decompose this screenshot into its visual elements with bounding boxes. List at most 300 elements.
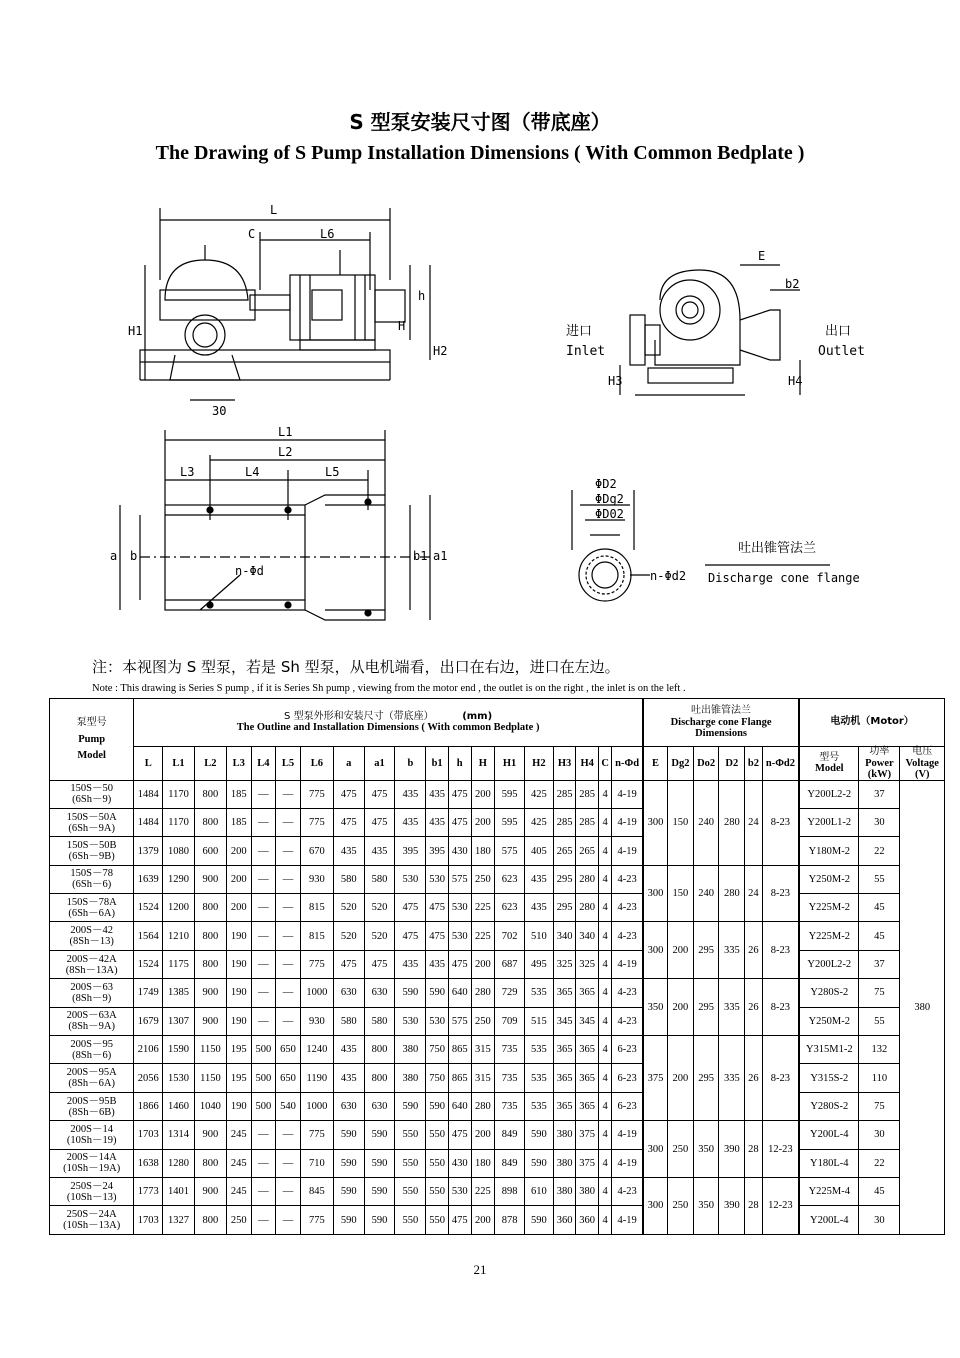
- dim-cell: 180: [471, 1149, 495, 1177]
- dim-cell: —: [276, 894, 301, 922]
- flange-cell: 280: [719, 865, 745, 922]
- dim-cell: 580: [364, 865, 395, 893]
- dim-cell: 1200: [163, 894, 195, 922]
- dim-cell: 225: [471, 1178, 495, 1206]
- dim-cell: 295: [553, 894, 576, 922]
- flange-cell: 300: [643, 865, 668, 922]
- dim-cell: 775: [300, 1206, 333, 1234]
- dim-cell: 365: [553, 979, 576, 1007]
- dim-cell: 200: [471, 808, 495, 836]
- dim-cell: 4: [598, 808, 611, 836]
- dim-cell: 315: [471, 1036, 495, 1064]
- dim-cell: 225: [471, 894, 495, 922]
- dim-cell: 1175: [163, 950, 195, 978]
- dim-cell: 530: [448, 922, 471, 950]
- dim-cell: 4: [598, 865, 611, 893]
- dim-cell: 245: [226, 1149, 251, 1177]
- label-E: E: [758, 249, 766, 263]
- dim-cell: 4-23: [612, 979, 643, 1007]
- dim-cell: 265: [576, 837, 599, 865]
- dim-cell: 550: [395, 1206, 426, 1234]
- dim-cell: 285: [553, 780, 576, 808]
- dim-cell: 702: [495, 922, 525, 950]
- table-row: [50, 894, 945, 922]
- table-row: [50, 808, 945, 836]
- dim-cell: 250: [226, 1206, 251, 1234]
- label-30: 30: [212, 404, 227, 418]
- dim-cell: 245: [226, 1121, 251, 1149]
- dim-cell: 1000: [300, 1092, 333, 1120]
- table-row: [50, 950, 945, 978]
- dim-cell: 4: [598, 1036, 611, 1064]
- table-row: [50, 1149, 945, 1177]
- power-cell: 55: [859, 865, 900, 893]
- dim-cell: 515: [524, 1007, 553, 1035]
- flange-cell: 300: [643, 780, 668, 865]
- dim-cell: 245: [226, 1178, 251, 1206]
- dim-cell: 849: [495, 1149, 525, 1177]
- dim-cell: 590: [426, 979, 449, 1007]
- dim-cell: 865: [448, 1036, 471, 1064]
- dim-cell: 475: [448, 1121, 471, 1149]
- col-header-a1: a1: [364, 747, 395, 781]
- dim-cell: 4-23: [612, 1178, 643, 1206]
- dim-cell: 315: [471, 1064, 495, 1092]
- flange-cell: 200: [668, 979, 694, 1036]
- dim-cell: 1484: [134, 780, 163, 808]
- pump-model-cell: 200S－14 (10Sh－19): [50, 1121, 134, 1149]
- pump-model-cell: 200S－63 (8Sh－9): [50, 979, 134, 1007]
- col-header-nd: n-Φd: [612, 747, 643, 781]
- dim-cell: —: [276, 979, 301, 1007]
- dim-cell: 1524: [134, 950, 163, 978]
- motor-model-cell: Y280S-2: [799, 979, 859, 1007]
- table-row: [50, 1007, 945, 1035]
- flange-cell: 335: [719, 979, 745, 1036]
- dim-cell: 395: [395, 837, 426, 865]
- spec-table: [49, 698, 945, 1235]
- dim-cell: 1170: [163, 780, 195, 808]
- dim-cell: 200: [471, 1206, 495, 1234]
- dim-cell: 800: [194, 1206, 226, 1234]
- flange-cell: 390: [719, 1178, 745, 1235]
- dim-cell: 500: [251, 1036, 276, 1064]
- label-nphid: n-Φd: [235, 564, 264, 578]
- dim-cell: 1280: [163, 1149, 195, 1177]
- dim-cell: 520: [364, 894, 395, 922]
- dim-cell: —: [251, 865, 276, 893]
- dim-cell: 687: [495, 950, 525, 978]
- dim-cell: 435: [524, 894, 553, 922]
- dim-cell: 590: [364, 1149, 395, 1177]
- dim-cell: 475: [426, 922, 449, 950]
- dim-cell: 750: [426, 1064, 449, 1092]
- dim-cell: 735: [495, 1036, 525, 1064]
- flange-cell: 8-23: [762, 865, 799, 922]
- dim-cell: 590: [524, 1206, 553, 1234]
- pump-model-cell: 200S－42 (8Sh－13): [50, 922, 134, 950]
- dim-cell: —: [276, 1178, 301, 1206]
- motor-model-cell: Y200L-4: [799, 1206, 859, 1234]
- dim-cell: 425: [524, 780, 553, 808]
- label-a1: a1: [433, 549, 448, 563]
- power-cell: 75: [859, 1092, 900, 1120]
- dim-cell: 495: [524, 950, 553, 978]
- dim-cell: 185: [226, 808, 251, 836]
- dim-cell: —: [251, 1178, 276, 1206]
- dim-cell: 4-19: [612, 1149, 643, 1177]
- dim-cell: —: [276, 1206, 301, 1234]
- label-nphid2: n-Φd2: [650, 569, 687, 583]
- dim-cell: 1590: [163, 1036, 195, 1064]
- dim-cell: 800: [364, 1064, 395, 1092]
- flange-cell: 300: [643, 922, 668, 979]
- dim-cell: 550: [395, 1178, 426, 1206]
- power-cell: 37: [859, 950, 900, 978]
- dim-cell: 365: [553, 1064, 576, 1092]
- dim-cell: 630: [333, 979, 364, 1007]
- flange-cell: 240: [693, 780, 719, 865]
- flange-col-header-do2: Do2: [693, 747, 719, 781]
- pump-model-cell: 150S－50B (6Sh－9B): [50, 837, 134, 865]
- dim-cell: 200: [471, 1121, 495, 1149]
- dim-cell: 800: [194, 950, 226, 978]
- dim-cell: —: [251, 780, 276, 808]
- power-cell: 45: [859, 922, 900, 950]
- label-inlet-cn: 进口: [566, 324, 593, 339]
- label-L: L: [270, 203, 278, 217]
- flange-col-header-e: E: [643, 747, 668, 781]
- dim-cell: 510: [524, 922, 553, 950]
- dim-cell: 590: [524, 1121, 553, 1149]
- dim-cell: 6-23: [612, 1036, 643, 1064]
- dim-cell: 898: [495, 1178, 525, 1206]
- header-pump-model: 泵型号 Pump Model: [50, 699, 134, 781]
- motor-model-cell: Y200L-4: [799, 1121, 859, 1149]
- dim-cell: 2106: [134, 1036, 163, 1064]
- table-row: [50, 1036, 945, 1064]
- label-phiD02: ΦD02: [595, 507, 624, 521]
- dim-cell: 1170: [163, 808, 195, 836]
- dim-cell: —: [251, 894, 276, 922]
- dim-cell: —: [251, 1206, 276, 1234]
- col-header-h4: H4: [576, 747, 599, 781]
- dim-cell: 900: [194, 865, 226, 893]
- dim-cell: 580: [364, 1007, 395, 1035]
- dim-cell: 4-19: [612, 1121, 643, 1149]
- flange-cell: 295: [693, 922, 719, 979]
- col-header-l2: L2: [194, 747, 226, 781]
- dim-cell: 4-19: [612, 1206, 643, 1234]
- dim-cell: —: [251, 1121, 276, 1149]
- dim-cell: 190: [226, 950, 251, 978]
- dim-cell: 225: [471, 922, 495, 950]
- dim-cell: 4-23: [612, 865, 643, 893]
- dim-cell: 1379: [134, 837, 163, 865]
- pump-model-cell: 250S－24A (10Sh－13A): [50, 1206, 134, 1234]
- dim-cell: 4-23: [612, 922, 643, 950]
- dim-cell: 590: [364, 1121, 395, 1149]
- dim-cell: 190: [226, 1092, 251, 1120]
- dim-cell: 590: [333, 1178, 364, 1206]
- dim-cell: 365: [553, 1036, 576, 1064]
- dim-cell: 185: [226, 780, 251, 808]
- pump-model-cell: 200S－95A (8Sh－6A): [50, 1064, 134, 1092]
- dim-cell: 200: [471, 950, 495, 978]
- dim-cell: 375: [576, 1149, 599, 1177]
- dim-cell: 900: [194, 1007, 226, 1035]
- dim-cell: 590: [333, 1121, 364, 1149]
- dim-cell: 280: [471, 1092, 495, 1120]
- flange-cell: 8-23: [762, 1036, 799, 1121]
- motor-model-cell: Y200L2-2: [799, 950, 859, 978]
- flange-cell: 300: [643, 1178, 668, 1235]
- dim-cell: —: [276, 1007, 301, 1035]
- dim-cell: 729: [495, 979, 525, 1007]
- label-L2: L2: [278, 445, 293, 459]
- header-motor: 电动机（Motor）: [799, 699, 944, 747]
- dim-cell: 500: [251, 1092, 276, 1120]
- dim-cell: 430: [448, 837, 471, 865]
- flange-cell: 26: [745, 979, 762, 1036]
- col-header-h3: H3: [553, 747, 576, 781]
- dim-cell: 1307: [163, 1007, 195, 1035]
- col-header-l1: L1: [163, 747, 195, 781]
- pump-front-view: [620, 265, 803, 395]
- dim-cell: 1749: [134, 979, 163, 1007]
- dim-cell: 550: [395, 1121, 426, 1149]
- dim-cell: 280: [576, 865, 599, 893]
- dim-cell: 530: [426, 1007, 449, 1035]
- dim-cell: 265: [553, 837, 576, 865]
- label-H: H: [398, 319, 406, 333]
- dim-cell: 250: [471, 1007, 495, 1035]
- label-b2: b2: [785, 277, 800, 291]
- dim-cell: 550: [426, 1121, 449, 1149]
- dim-cell: 735: [495, 1092, 525, 1120]
- power-cell: 22: [859, 1149, 900, 1177]
- dim-cell: 475: [364, 950, 395, 978]
- dim-cell: 4: [598, 979, 611, 1007]
- motor-model-cell: Y280S-2: [799, 1092, 859, 1120]
- dim-cell: 520: [333, 922, 364, 950]
- pump-model-cell: 200S－95B (8Sh－6B): [50, 1092, 134, 1120]
- power-cell: 30: [859, 808, 900, 836]
- dim-cell: 4: [598, 1007, 611, 1035]
- motor-model-cell: Y225M-2: [799, 922, 859, 950]
- flange-cell: 350: [693, 1178, 719, 1235]
- dim-cell: 435: [426, 780, 449, 808]
- installation-drawing: [0, 190, 960, 640]
- dim-cell: 4-23: [612, 894, 643, 922]
- dim-cell: 360: [576, 1206, 599, 1234]
- dim-cell: 710: [300, 1149, 333, 1177]
- dim-cell: 775: [300, 808, 333, 836]
- label-b1: b1: [413, 549, 428, 563]
- dim-cell: 1000: [300, 979, 333, 1007]
- col-header-h2: H2: [524, 747, 553, 781]
- pump-model-cell: 200S－63A (8Sh－9A): [50, 1007, 134, 1035]
- flange-cell: 8-23: [762, 922, 799, 979]
- dim-cell: 395: [426, 837, 449, 865]
- dim-cell: 475: [364, 808, 395, 836]
- label-flange-en: Discharge cone flange: [708, 571, 860, 585]
- dim-cell: 1530: [163, 1064, 195, 1092]
- dim-cell: 435: [395, 780, 426, 808]
- dim-cell: 1484: [134, 808, 163, 836]
- col-header-motor-model: 型号 Model: [799, 747, 859, 781]
- col-header-power: 功率 Power (kW): [859, 747, 900, 781]
- dim-cell: 380: [395, 1036, 426, 1064]
- dim-cell: 550: [426, 1206, 449, 1234]
- table-row: [50, 979, 945, 1007]
- flange-cell: 24: [745, 780, 762, 865]
- dim-cell: 750: [426, 1036, 449, 1064]
- dim-cell: 280: [471, 979, 495, 1007]
- dim-cell: 1638: [134, 1149, 163, 1177]
- label-phiDg2: ΦDg2: [595, 492, 624, 506]
- dim-cell: 425: [524, 808, 553, 836]
- dim-cell: 1401: [163, 1178, 195, 1206]
- dim-cell: 475: [448, 780, 471, 808]
- label-L3: L3: [180, 465, 195, 479]
- dim-cell: 530: [395, 865, 426, 893]
- dim-cell: 800: [194, 1149, 226, 1177]
- dim-cell: 4: [598, 1206, 611, 1234]
- dim-cell: 800: [194, 808, 226, 836]
- dim-cell: 365: [576, 1064, 599, 1092]
- dim-cell: 365: [576, 1036, 599, 1064]
- label-H3: H3: [608, 374, 623, 388]
- table-row: [50, 1178, 945, 1206]
- dim-cell: 435: [426, 808, 449, 836]
- dim-cell: 1866: [134, 1092, 163, 1120]
- dim-cell: 595: [495, 780, 525, 808]
- table-row: [50, 780, 945, 808]
- dim-cell: 340: [553, 922, 576, 950]
- dim-cell: 6-23: [612, 1064, 643, 1092]
- label-b: b: [130, 549, 138, 563]
- dim-cell: 345: [576, 1007, 599, 1035]
- dim-cell: 590: [524, 1149, 553, 1177]
- dim-cell: —: [276, 1121, 301, 1149]
- dim-cell: 1327: [163, 1206, 195, 1234]
- dim-cell: 380: [553, 1149, 576, 1177]
- dim-cell: 930: [300, 865, 333, 893]
- dim-cell: 285: [553, 808, 576, 836]
- pump-model-cell: 150S－78 (6Sh－6): [50, 865, 134, 893]
- dim-cell: 4: [598, 894, 611, 922]
- flange-col-header-dg2: Dg2: [668, 747, 694, 781]
- dim-cell: 1290: [163, 865, 195, 893]
- voltage-cell: 380: [900, 780, 945, 1234]
- dim-cell: 405: [524, 837, 553, 865]
- dim-cell: 575: [448, 865, 471, 893]
- label-C: C: [248, 227, 256, 241]
- dim-cell: 540: [276, 1092, 301, 1120]
- dim-cell: 200: [226, 865, 251, 893]
- dim-cell: 775: [300, 950, 333, 978]
- dim-cell: 520: [364, 922, 395, 950]
- dim-cell: —: [276, 865, 301, 893]
- flange-cell: 280: [719, 780, 745, 865]
- dim-cell: 1679: [134, 1007, 163, 1035]
- dim-cell: 180: [471, 837, 495, 865]
- dim-cell: —: [276, 780, 301, 808]
- col-header-voltage: 电压 Voltage (V): [900, 747, 945, 781]
- dim-cell: 580: [333, 1007, 364, 1035]
- power-cell: 30: [859, 1121, 900, 1149]
- col-header-c: C: [598, 747, 611, 781]
- motor-model-cell: Y250M-2: [799, 1007, 859, 1035]
- table-row: [50, 1064, 945, 1092]
- flange-cell: 335: [719, 922, 745, 979]
- flange-cell: 8-23: [762, 979, 799, 1036]
- dim-cell: 1150: [194, 1036, 226, 1064]
- dim-cell: 590: [426, 1092, 449, 1120]
- dim-cell: 600: [194, 837, 226, 865]
- dim-cell: 4: [598, 780, 611, 808]
- motor-model-cell: Y200L2-2: [799, 780, 859, 808]
- dim-cell: 849: [495, 1121, 525, 1149]
- dim-cell: 580: [333, 865, 364, 893]
- dim-cell: 475: [364, 780, 395, 808]
- pump-model-cell: 150S－50 (6Sh－9): [50, 780, 134, 808]
- dim-cell: 623: [495, 894, 525, 922]
- motor-model-cell: Y225M-4: [799, 1178, 859, 1206]
- label-inlet-en: Inlet: [566, 344, 606, 359]
- dim-cell: —: [251, 837, 276, 865]
- header-outline: S 型泵外形和安装尺寸（带底座） (mm) The Outline and Installation Dimensions ( With common Bedplate ): [134, 699, 643, 747]
- dim-cell: 365: [576, 1092, 599, 1120]
- dim-cell: 1314: [163, 1121, 195, 1149]
- flange-cell: 250: [668, 1178, 694, 1235]
- flange-cell: 28: [745, 1178, 762, 1235]
- dim-cell: —: [276, 922, 301, 950]
- table-row: [50, 1206, 945, 1234]
- flange-cell: 28: [745, 1121, 762, 1178]
- dim-cell: 475: [333, 780, 364, 808]
- flange-cell: 250: [668, 1121, 694, 1178]
- dim-cell: 800: [364, 1036, 395, 1064]
- col-header-h: h: [448, 747, 471, 781]
- dim-cell: 345: [553, 1007, 576, 1035]
- dim-cell: 200: [226, 894, 251, 922]
- flange-cell: 350: [693, 1121, 719, 1178]
- flange-cell: 200: [668, 1036, 694, 1121]
- dim-cell: 365: [576, 979, 599, 1007]
- dim-cell: 550: [395, 1149, 426, 1177]
- dim-cell: 815: [300, 894, 333, 922]
- dim-cell: 590: [395, 979, 426, 1007]
- col-header-l5: L5: [276, 747, 301, 781]
- power-cell: 30: [859, 1206, 900, 1234]
- dim-cell: 590: [395, 1092, 426, 1120]
- dim-cell: 475: [426, 894, 449, 922]
- flange-cell: 150: [668, 865, 694, 922]
- dim-cell: 590: [364, 1178, 395, 1206]
- dim-cell: 630: [333, 1092, 364, 1120]
- pump-model-cell: 200S－14A (10Sh－19A): [50, 1149, 134, 1177]
- dim-cell: 325: [553, 950, 576, 978]
- dim-cell: 1639: [134, 865, 163, 893]
- pump-side-view: [160, 245, 290, 380]
- power-cell: 45: [859, 894, 900, 922]
- label-L1: L1: [278, 425, 293, 439]
- label-outlet-cn: 出口: [825, 324, 852, 339]
- label-a: a: [110, 549, 118, 563]
- dim-cell: 535: [524, 1064, 553, 1092]
